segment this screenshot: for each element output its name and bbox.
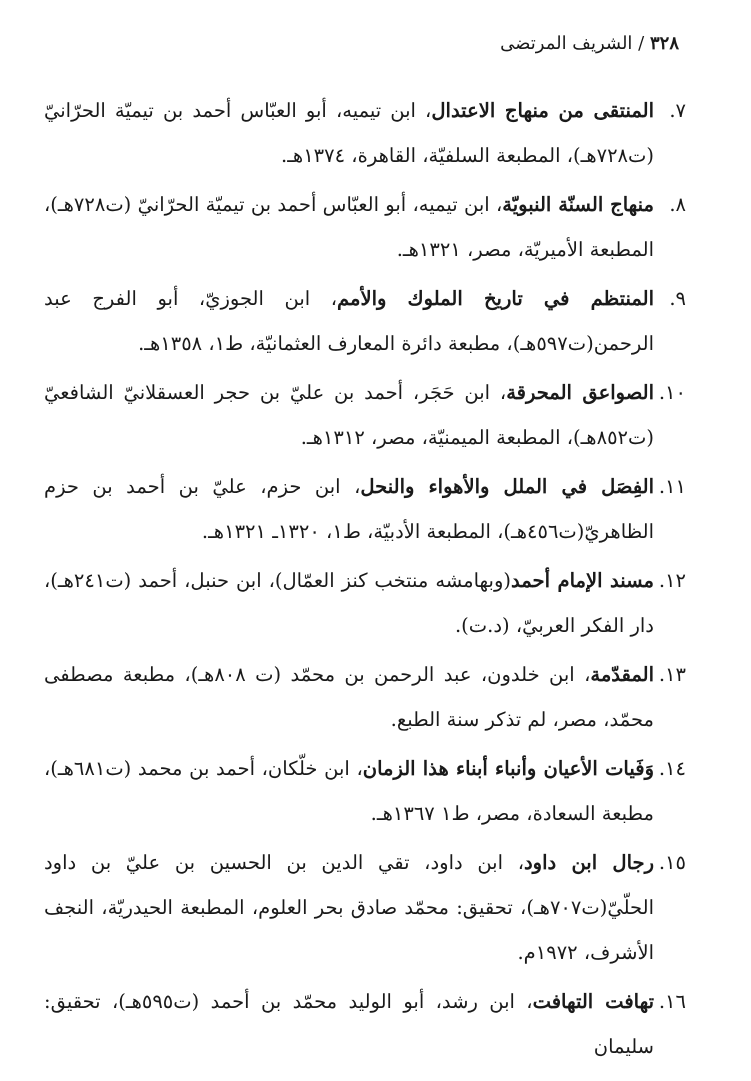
bibliography-entry	[44, 840, 686, 975]
entry-details: ، ابن تيميه، أبو العبّاس أحمد بن تيميّة الحرّانيّ (ت٧٢٨هـ)، المطبعة السلفيّة، القاهرة، ١٣٧٤هـ.	[44, 99, 654, 167]
entry-number: ١١.	[658, 475, 686, 498]
book-title: الشريف المرتضى	[500, 33, 633, 54]
entry-number: ٨.	[669, 193, 686, 216]
entry-title: مسند الإمام أحمد	[511, 569, 654, 592]
bibliography-entry	[44, 979, 686, 1069]
entry-title: منهاج السنّة النبويّة	[502, 193, 654, 216]
entry-details: ، ابن رشد، أبو الوليد محمّد بن أحمد (ت٥٩٥هـ)، تحقيق: سليمان	[44, 990, 654, 1058]
bibliography-entry	[44, 464, 686, 554]
bibliography-entry	[44, 558, 686, 648]
entry-number: ١٢.	[658, 569, 686, 592]
entry-number: ٩.	[669, 287, 686, 310]
entry-number: ١٠.	[658, 381, 686, 404]
entry-details: ، ابن تيميه، أبو العبّاس أحمد بن تيميّة الحرّانيّ (ت٧٢٨هـ)، المطبعة الأميريّة، مصر، ١٣٢١هـ.	[44, 193, 654, 261]
entry-details: ، ابن داود، تقي الدين بن الحسين بن عليّ بن داود الحلّيّ(ت٧٠٧هـ)، تحقيق: محمّد صادق بحر العلوم، المطبعة الحيدريّة، النجف الأشرف، ١٩٧٢م.	[44, 851, 654, 964]
entry-title: الفِصَل في الملل والأهواء والنحل	[360, 475, 655, 498]
bibliography-list	[44, 88, 686, 1073]
entry-details: ، ابن حزم، عليّ بن أحمد بن حزم الظاهريّ(ت٤٥٦هـ)، المطبعة الأدبيّة، ط١، ١٣٢٠ـ ١٣٢١هـ.	[44, 475, 654, 543]
entry-details: ، ابن خلدون، عبد الرحمن بن محمّد (ت ٨٠٨هـ)، مطبعة مصطفى محمّد، مصر، لم تذكر سنة الطبع.	[44, 663, 654, 731]
page-header	[500, 30, 679, 58]
bibliography-entry	[44, 370, 686, 460]
entry-title: تهافت التهافت	[532, 990, 654, 1013]
entry-title: المنتقى من منهاج الاعتدال	[431, 99, 654, 122]
entry-title: الصواعق المحرقة	[506, 381, 654, 404]
bibliography-entry	[44, 652, 686, 742]
entry-details: ، ابن حَجَر، أحمد بن عليّ بن حجر العسقلانيّ الشافعيّ (ت٨٥٢هـ)، المطبعة الميمنيّة، مصر، ١٣١٢هـ.	[44, 381, 654, 449]
entry-details: (وبهامشه منتخب كنز العمّال)، ابن حنبل، أحمد (ت٢٤١هـ)، دار الفكر العربيّ، (د.ت).	[44, 569, 654, 637]
bibliography-entry	[44, 276, 686, 366]
header-separator: /	[638, 33, 645, 54]
entry-number: ٧.	[669, 99, 686, 122]
entry-number: ١٣.	[658, 663, 686, 686]
entry-title: رجال ابن داود	[524, 851, 654, 874]
entry-number: ١٤.	[658, 757, 686, 780]
entry-number: ١٥.	[658, 851, 686, 874]
entry-details: ، ابن خلّكان، أحمد بن محمد (ت٦٨١هـ)، مطبعة السعادة، مصر، ط١ ١٣٦٧هـ.	[44, 757, 654, 825]
entry-details: ، ابن الجوزيّ، أبو الفرج عبد الرحمن(ت٥٩٧هـ)، مطبعة دائرة المعارف العثمانيّة، ط١، ١٣٥٨هـ.	[44, 287, 654, 355]
entry-title: وَفَيات الأعيان وأنباء أبناء هذا الزمان	[362, 757, 654, 780]
entry-title: المقدّمة	[590, 663, 655, 686]
bibliography-entry	[44, 746, 686, 836]
page-number: ٣٢٨	[649, 33, 679, 54]
entry-title: المنتظم في تاريخ الملوك والأمم	[337, 287, 654, 310]
bibliography-entry	[44, 182, 686, 272]
entry-number: ١٦.	[658, 990, 686, 1013]
bibliography-entry	[44, 88, 686, 178]
